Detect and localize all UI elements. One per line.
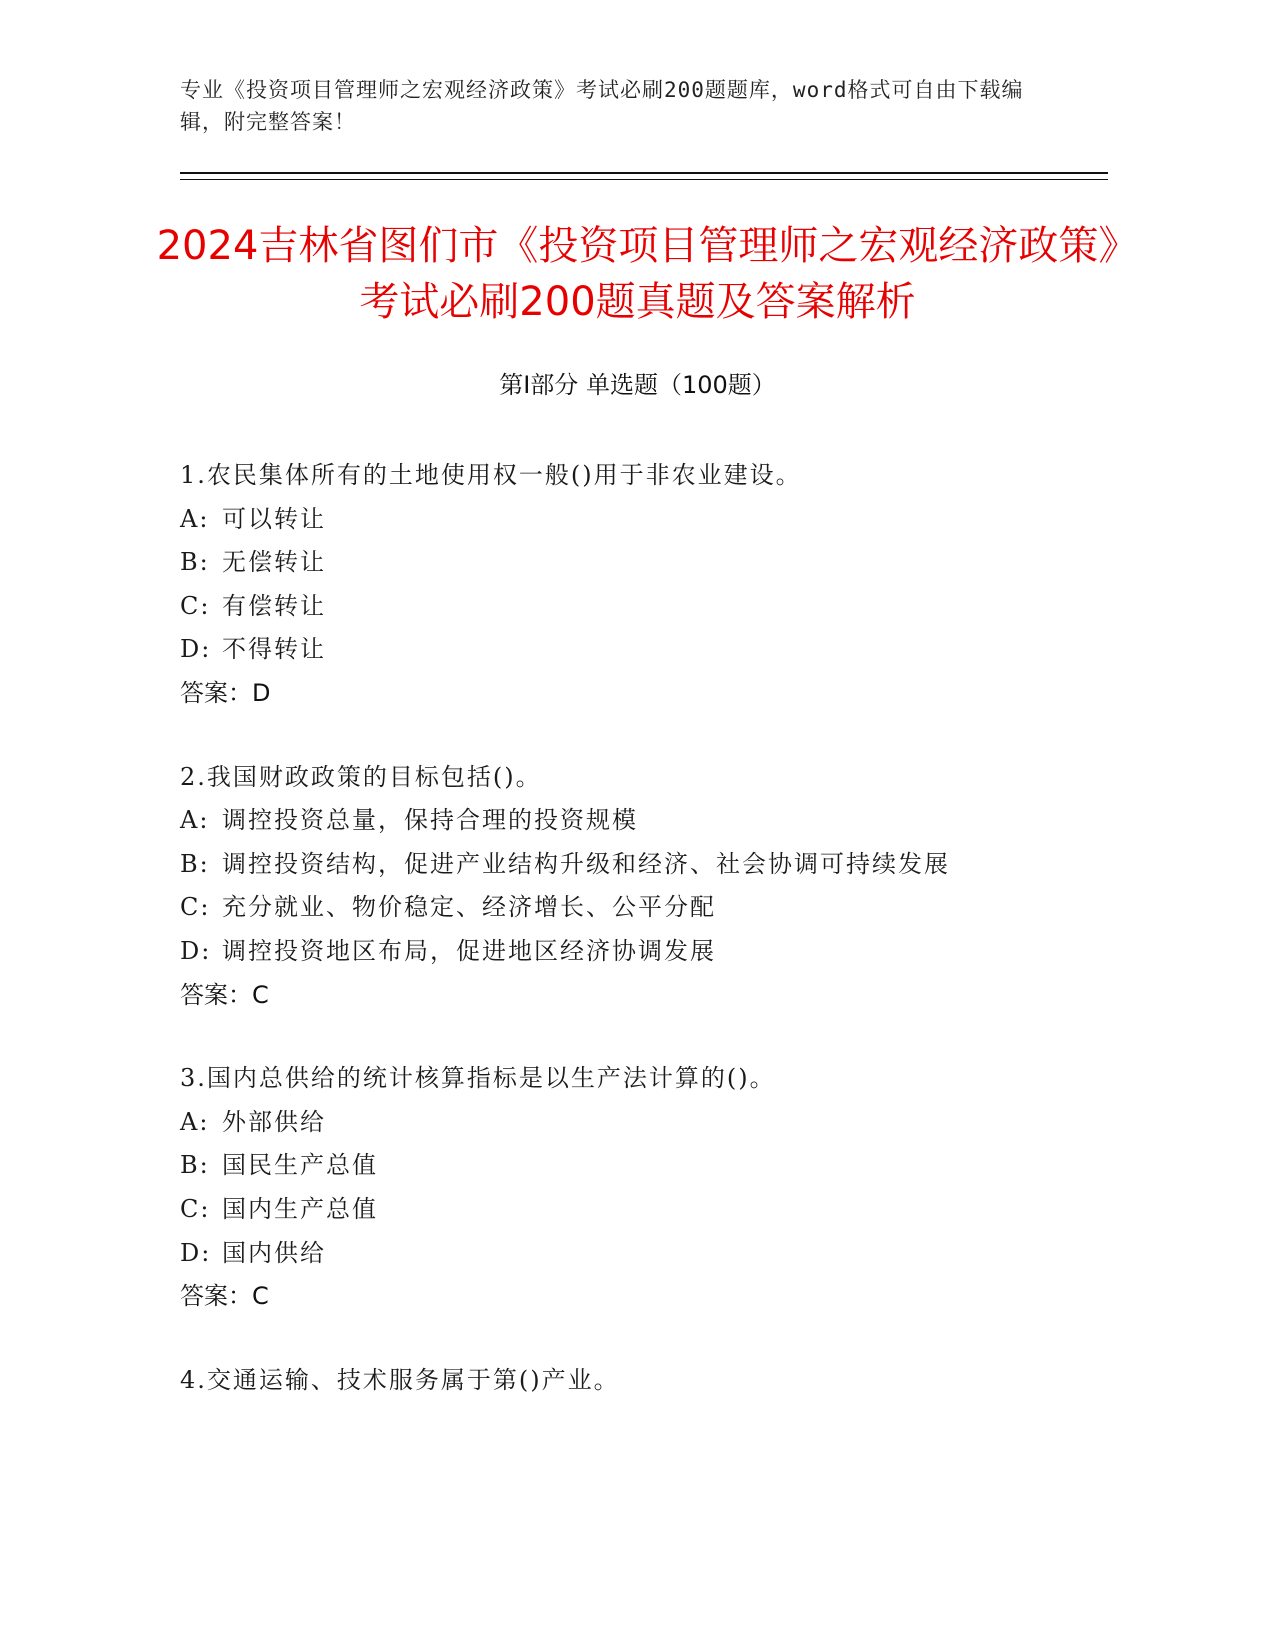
- option-b: [180, 843, 1140, 887]
- answer: 答案：D: [180, 678, 271, 707]
- option-text: 有偿转让: [222, 591, 326, 620]
- question-stem: 3.国内总供给的统计核算指标是以生产法计算的()。: [180, 1064, 776, 1093]
- option-a: [180, 1101, 1140, 1145]
- option-text: 不得转让: [222, 635, 326, 664]
- option-letter: B:: [180, 548, 210, 577]
- option-b: [180, 541, 1140, 585]
- option-text: 国民生产总值: [222, 1151, 378, 1180]
- option-letter: C:: [180, 893, 211, 922]
- question-stem: 4.交通运输、技术服务属于第()产业。: [180, 1365, 620, 1394]
- answer: 答案：C: [180, 1282, 269, 1311]
- question-stem: 1.农民集体所有的土地使用权一般()用于非农业建设。: [180, 461, 802, 489]
- header-note: 专业《投资项目管理师之宏观经济政策》考试必刷200题题库，word格式可自由下载编辑，附完整答案！: [180, 78, 1024, 134]
- option-text: 调控投资结构，促进产业结构升级和经济、社会协调可持续发展: [222, 849, 950, 878]
- option-c: [180, 1188, 1140, 1232]
- question-list: [180, 454, 1140, 1442]
- answer: 答案：C: [180, 980, 269, 1009]
- option-d: [180, 1232, 1140, 1276]
- question-stem: 2.我国财政政策的目标包括()。: [180, 762, 542, 791]
- section-title: 第Ⅰ部分 单选题（100题）: [499, 371, 776, 399]
- option-text: 外部供给: [222, 1107, 326, 1136]
- option-letter: C:: [180, 591, 211, 620]
- option-d: [180, 628, 1140, 672]
- option-text: 可以转让: [222, 504, 326, 533]
- option-text: 调控投资地区布局，促进地区经济协调发展: [222, 936, 716, 965]
- option-letter: C:: [180, 1194, 211, 1223]
- option-letter: D:: [180, 1238, 212, 1267]
- option-a: [180, 799, 1140, 843]
- question-2: [180, 756, 1140, 1018]
- option-b: [180, 1144, 1140, 1188]
- option-text: 国内生产总值: [222, 1194, 378, 1223]
- option-text: 国内供给: [222, 1238, 326, 1267]
- option-letter: A:: [180, 806, 210, 835]
- option-text: 充分就业、物价稳定、经济增长、公平分配: [222, 893, 716, 922]
- question-1: [180, 454, 1140, 716]
- option-c: [180, 585, 1140, 629]
- option-letter: A:: [180, 504, 210, 533]
- question-4: [180, 1359, 1140, 1403]
- option-c: [180, 886, 1140, 930]
- header-rule-thick: [180, 172, 1108, 174]
- option-text: 无偿转让: [222, 548, 326, 577]
- option-a: [180, 498, 1140, 542]
- option-letter: A:: [180, 1107, 210, 1136]
- document-title: 2024吉林省图们市《投资项目管理师之宏观经济政策》考试必刷200题真题及答案解析: [156, 223, 1119, 325]
- option-letter: B:: [180, 1151, 210, 1180]
- question-3: [180, 1057, 1140, 1319]
- option-letter: D:: [180, 635, 212, 664]
- option-text: 调控投资总量，保持合理的投资规模: [222, 806, 638, 835]
- option-letter: D:: [180, 936, 212, 965]
- option-letter: B:: [180, 849, 210, 878]
- option-d: [180, 930, 1140, 974]
- header-rule-thin: [180, 179, 1108, 180]
